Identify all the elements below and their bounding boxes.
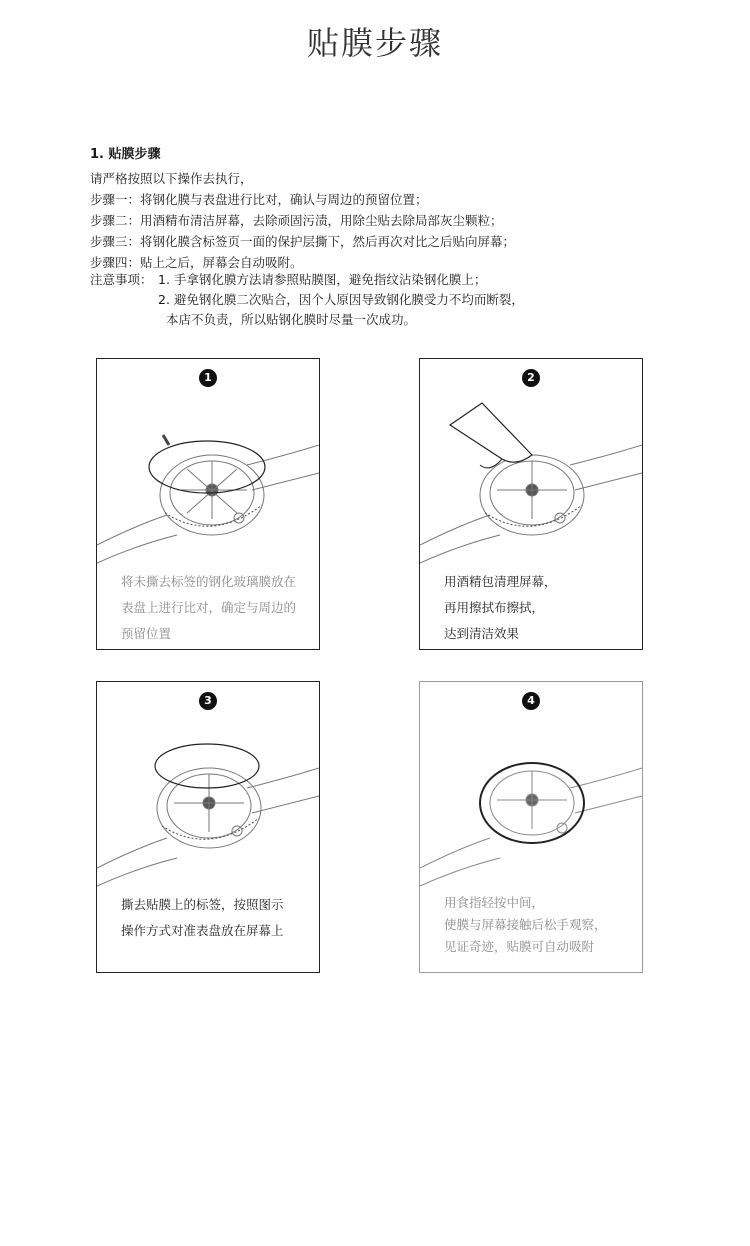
instruction-line: 步骤四：贴上之后，屏幕会自动吸附。 xyxy=(90,255,303,270)
step-caption: 撕去贴膜上的标签，按照图示 操作方式对准表盘放在屏幕上 xyxy=(121,897,284,938)
step-number-badge: 1 xyxy=(199,369,217,387)
steps-section xyxy=(90,143,710,273)
step-number-badge: 4 xyxy=(522,692,540,710)
page-title: 贴膜步骤 xyxy=(306,24,443,62)
step-panel-1 xyxy=(96,358,320,650)
step-panel-2 xyxy=(419,358,643,650)
watch-illustration xyxy=(420,718,642,888)
step-number-badge: 3 xyxy=(199,692,217,710)
step-caption: 用食指轻按中间， 使膜与屏幕接触后松手观察， 见证奇迹，贴膜可自动吸附 xyxy=(444,895,607,954)
notes-section xyxy=(90,270,710,330)
notes-label: 注意事项： xyxy=(90,272,153,287)
note-item-2-continued: 本店不负责，所以贴钢化膜时尽量一次成功。 xyxy=(166,312,417,327)
note-item-2: 2. 避免钢化膜二次贴合，因个人原因导致钢化膜受力不均而断裂， xyxy=(158,292,524,307)
step-caption: 用酒精包清理屏幕， 再用擦拭布擦拭， 达到清洁效果 xyxy=(444,574,557,641)
step-number-badge: 2 xyxy=(522,369,540,387)
note-item-1: 1. 手拿钢化膜方法请参照贴膜图，避免指纹沾染钢化膜上； xyxy=(158,272,487,287)
watch-illustration xyxy=(97,395,319,565)
instruction-line: 步骤三：将钢化膜含标签页一面的保护层撕下，然后再次对比之后贴向屏幕； xyxy=(90,234,516,249)
instruction-line: 步骤一：将钢化膜与表盘进行比对，确认与周边的预留位置； xyxy=(90,192,428,207)
section-heading: 1. 贴膜步骤 xyxy=(90,147,161,162)
instruction-line: 步骤二：用酒精布清洁屏幕，去除顽固污渍，用除尘贴去除局部灰尘颗粒； xyxy=(90,213,503,228)
step-caption: 将未撕去标签的钢化玻璃膜放在 表盘上进行比对，确定与周边的 预留位置 xyxy=(121,574,297,641)
step-panel-4 xyxy=(419,681,643,973)
watch-illustration xyxy=(420,395,642,565)
watch-illustration xyxy=(97,718,319,888)
instruction-line: 请严格按照以下操作去执行， xyxy=(90,171,253,186)
step-panel-3 xyxy=(96,681,320,973)
